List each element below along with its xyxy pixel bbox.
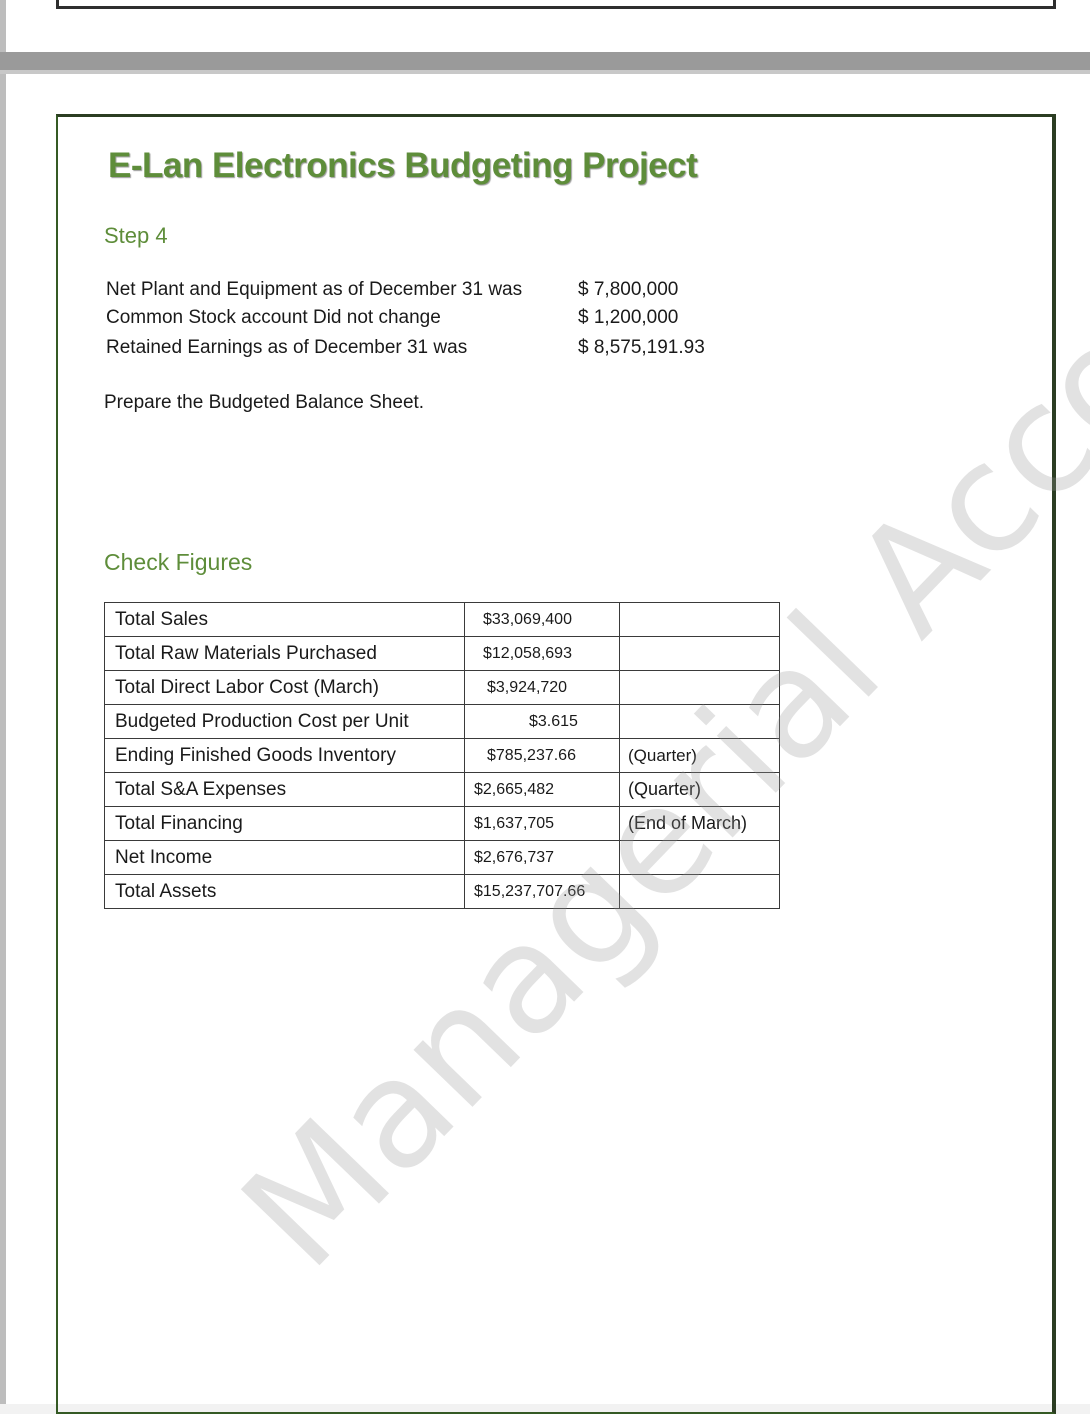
table-row: [105, 671, 780, 705]
check-note: (End of March): [620, 807, 780, 841]
info-value-net-plant: $ 7,800,000: [578, 279, 679, 300]
check-value: $2,676,737: [465, 841, 620, 875]
check-label: Total Financing: [105, 807, 465, 841]
check-note: (Quarter): [620, 773, 780, 807]
check-value: $12,058,693: [465, 637, 620, 671]
table-row: [105, 637, 780, 671]
check-value: $3.615: [465, 705, 620, 739]
check-label: Ending Finished Goods Inventory: [105, 739, 465, 773]
check-value: $785,237.66: [465, 739, 620, 773]
check-note: [620, 841, 780, 875]
table-row: [105, 773, 780, 807]
page-gap: [0, 52, 1090, 70]
check-note: [620, 637, 780, 671]
check-figures-heading: Check Figures: [104, 549, 253, 575]
previous-page-border: [56, 0, 1056, 9]
check-label: Total S&A Expenses: [105, 773, 465, 807]
check-label: Total Assets: [105, 875, 465, 909]
check-label: Net Income: [105, 841, 465, 875]
table-row: [105, 603, 780, 637]
info-label-common-stock: Common Stock account Did not change: [106, 307, 441, 328]
check-note: (Quarter): [620, 739, 780, 773]
check-label: Total Sales: [105, 603, 465, 637]
check-value: $1,637,705: [465, 807, 620, 841]
check-value: $33,069,400: [465, 603, 620, 637]
document-title: E-Lan Electronics Budgeting Project: [108, 146, 698, 185]
check-label: Total Direct Labor Cost (March): [105, 671, 465, 705]
table-row: [105, 807, 780, 841]
table-row: [105, 875, 780, 909]
check-note: [620, 671, 780, 705]
check-note: [620, 875, 780, 909]
check-figures-table: [104, 602, 780, 909]
check-value: $3,924,720: [465, 671, 620, 705]
check-value: $2,665,482: [465, 773, 620, 807]
info-label-net-plant: Net Plant and Equipment as of December 31 was: [106, 279, 523, 300]
check-value: $15,237,707.66: [465, 875, 620, 909]
check-label: Total Raw Materials Purchased: [105, 637, 465, 671]
step-heading: Step 4: [104, 223, 168, 248]
check-note: [620, 603, 780, 637]
instruction-text: Prepare the Budgeted Balance Sheet.: [104, 392, 425, 413]
check-label: Budgeted Production Cost per Unit: [105, 705, 465, 739]
info-value-retained-earnings: $ 8,575,191.93: [578, 337, 705, 358]
check-note: [620, 705, 780, 739]
info-label-retained-earnings: Retained Earnings as of December 31 was: [106, 337, 468, 358]
previous-page: [0, 0, 1090, 52]
table-row: [105, 739, 780, 773]
table-row: [105, 841, 780, 875]
table-row: [105, 705, 780, 739]
info-value-common-stock: $ 1,200,000: [578, 307, 679, 328]
